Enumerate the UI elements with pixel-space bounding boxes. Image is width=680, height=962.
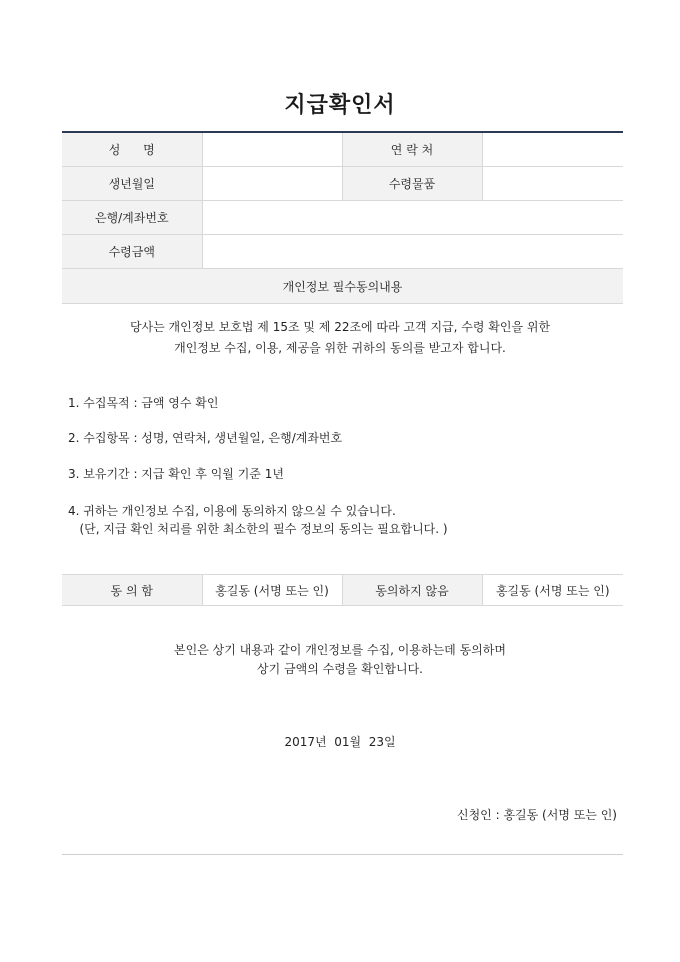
table-row: [62, 201, 623, 235]
list-item: 1. 수집목적 : 금액 영수 확인: [68, 396, 219, 410]
item-label: 수령물품: [342, 167, 482, 201]
birth-field[interactable]: [202, 167, 342, 201]
disagree-label: 동의하지 않음: [342, 575, 482, 606]
applicant-signature[interactable]: 신청인 : 홍길동 (서명 또는 인): [457, 808, 617, 822]
document-title: 지급확인서: [284, 93, 396, 118]
bottom-divider: [62, 854, 623, 855]
intro-line-1: 당사는 개인정보 보호법 제 15조 및 제 22조에 따라 고객 지급, 수령 확인을 위한: [129, 320, 551, 334]
contact-label: 연 락 처: [342, 133, 482, 167]
name-field[interactable]: [202, 133, 342, 167]
name-label: 성 명: [62, 133, 202, 167]
info-table: [62, 133, 623, 304]
bank-label: 은행/계좌번호: [62, 201, 202, 235]
issue-date: 2017년 01월 23일: [284, 735, 396, 749]
table-row: [62, 269, 623, 304]
agree-signature-field[interactable]: 홍길동 (서명 또는 인): [202, 575, 342, 606]
confirm-line-1: 본인은 상기 내용과 같이 개인정보를 수집, 이용하는데 동의하며: [174, 643, 506, 657]
disagree-signature-field[interactable]: 홍길동 (서명 또는 인): [482, 575, 623, 606]
contact-field[interactable]: [482, 133, 623, 167]
birth-label: 생년월일: [62, 167, 202, 201]
agree-table: [62, 574, 623, 606]
item-field[interactable]: [482, 167, 623, 201]
list-item: 4. 귀하는 개인정보 수집, 이용에 동의하지 않으실 수 있습니다.: [68, 504, 396, 518]
table-row: [62, 133, 623, 167]
bank-field[interactable]: [202, 201, 623, 235]
intro-line-2: 개인정보 수집, 이용, 제공을 위한 귀하의 동의를 받고자 합니다.: [174, 341, 506, 355]
confirm-line-2: 상기 금액의 수령을 확인합니다.: [257, 662, 423, 676]
consent-header: 개인정보 필수동의내용: [62, 269, 623, 304]
agree-label: 동 의 함: [62, 575, 202, 606]
amount-label: 수령금액: [62, 235, 202, 269]
table-row: [62, 167, 623, 201]
list-item-note: (단, 지급 확인 처리를 위한 최소한의 필수 정보의 동의는 필요합니다. ): [68, 522, 448, 536]
table-row: [62, 575, 623, 606]
list-item: 2. 수집항목 : 성명, 연락처, 생년월일, 은행/계좌번호: [68, 431, 343, 445]
amount-field[interactable]: [202, 235, 623, 269]
table-row: [62, 235, 623, 269]
list-item: 3. 보유기간 : 지급 확인 후 익월 기준 1년: [68, 467, 284, 481]
